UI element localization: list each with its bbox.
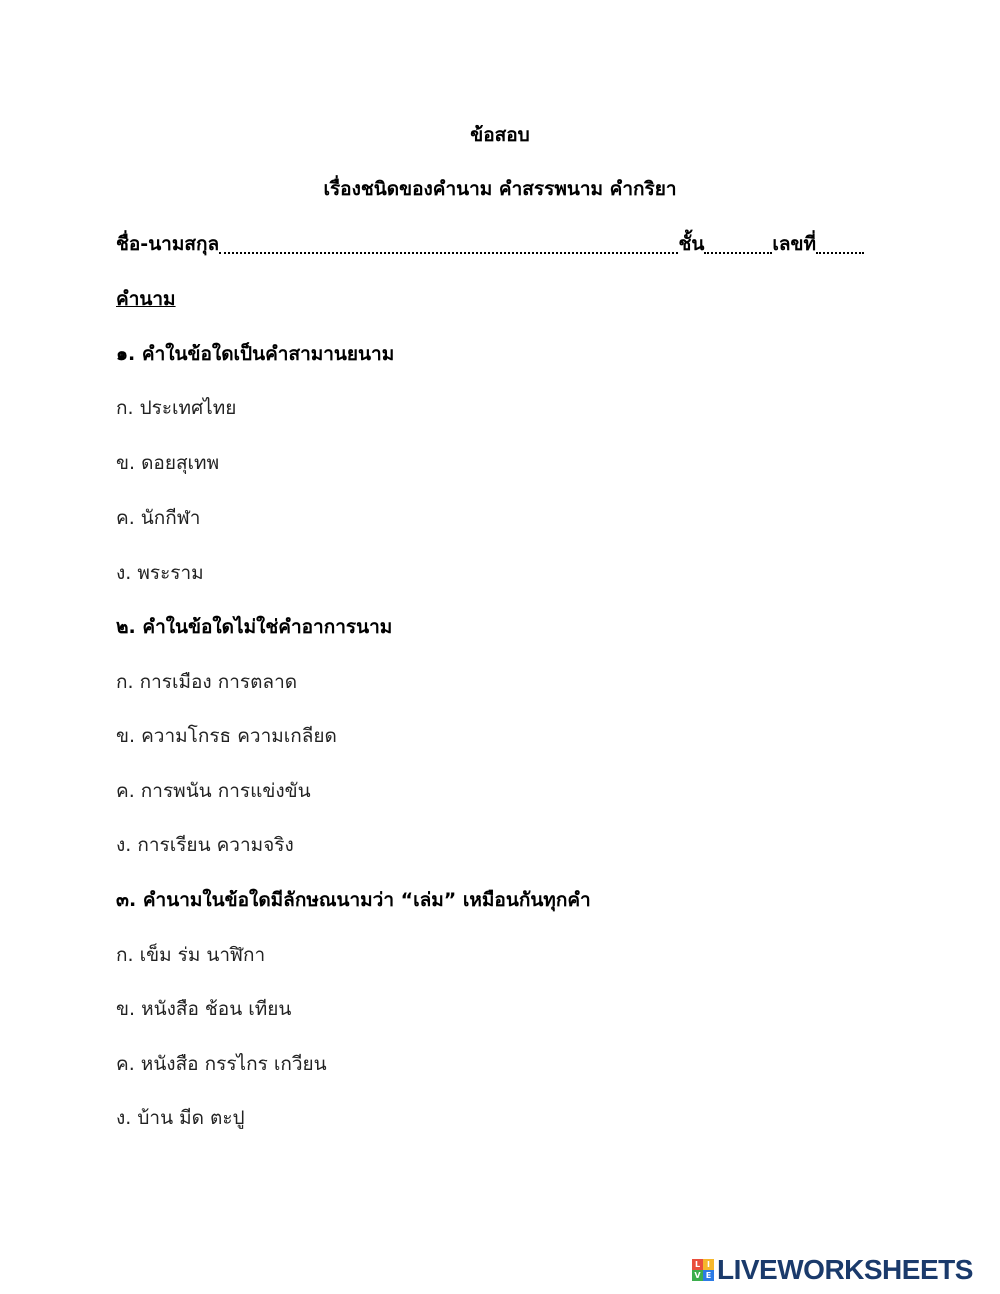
student-info-line — [116, 230, 864, 258]
brand-logo-icon — [692, 1259, 714, 1281]
q2-option-b[interactable]: ข. ความโกรธ ความเกลียด — [116, 725, 337, 747]
q2-option-c[interactable]: ค. การพนัน การแข่งขัน — [116, 780, 311, 802]
number-label: เลขที่ — [772, 233, 816, 255]
q1-option-c[interactable]: ค. นักกีฬา — [116, 507, 201, 529]
question-1: ๑. คำในข้อใดเป็นคำสามานยนาม — [116, 343, 395, 365]
section-title: คำนาม — [116, 288, 176, 310]
brand-logo-cell: I — [703, 1259, 714, 1270]
q2-option-a[interactable]: ก. การเมือง การตลาด — [116, 671, 298, 693]
number-blank[interactable] — [816, 230, 864, 254]
page-title: ข้อสอบ — [470, 124, 530, 146]
brand-logo-cell: V — [692, 1270, 703, 1281]
q3-option-a[interactable]: ก. เข็ม ร่ม นาฬิกา — [116, 944, 266, 966]
brand-logo-cell: L — [692, 1259, 703, 1270]
q1-option-d[interactable]: ง. พระราม — [116, 562, 204, 584]
grade-blank[interactable] — [704, 230, 772, 254]
q2-option-d[interactable]: ง. การเรียน ความจริง — [116, 834, 294, 856]
q3-option-c[interactable]: ค. หนังสือ กรรไกร เกวียน — [116, 1053, 327, 1075]
page-subtitle: เรื่องชนิดของคำนาม คำสรรพนาม คำกริยา — [323, 178, 677, 200]
brand-text: LIVEWORKSHEETS — [717, 1254, 973, 1285]
q1-option-a[interactable]: ก. ประเทศไทย — [116, 397, 237, 419]
q3-option-b[interactable]: ข. หนังสือ ช้อน เทียน — [116, 998, 292, 1020]
question-3: ๓. คำนามในข้อใดมีลักษณนามว่า “เล่ม” เหมือนกันทุกคำ — [116, 889, 591, 911]
liveworksheets-logo — [692, 1256, 973, 1284]
brand-logo-cell: E — [703, 1270, 714, 1281]
q3-option-d[interactable]: ง. บ้าน มีด ตะปู — [116, 1107, 245, 1129]
q1-option-b[interactable]: ข. ดอยสุเทพ — [116, 452, 220, 474]
name-blank[interactable] — [219, 230, 678, 254]
question-2: ๒. คำในข้อใดไม่ใช่คำอาการนาม — [116, 616, 393, 638]
name-label: ชื่อ-นามสกุล — [116, 233, 220, 255]
grade-label: ชั้น — [678, 233, 705, 255]
